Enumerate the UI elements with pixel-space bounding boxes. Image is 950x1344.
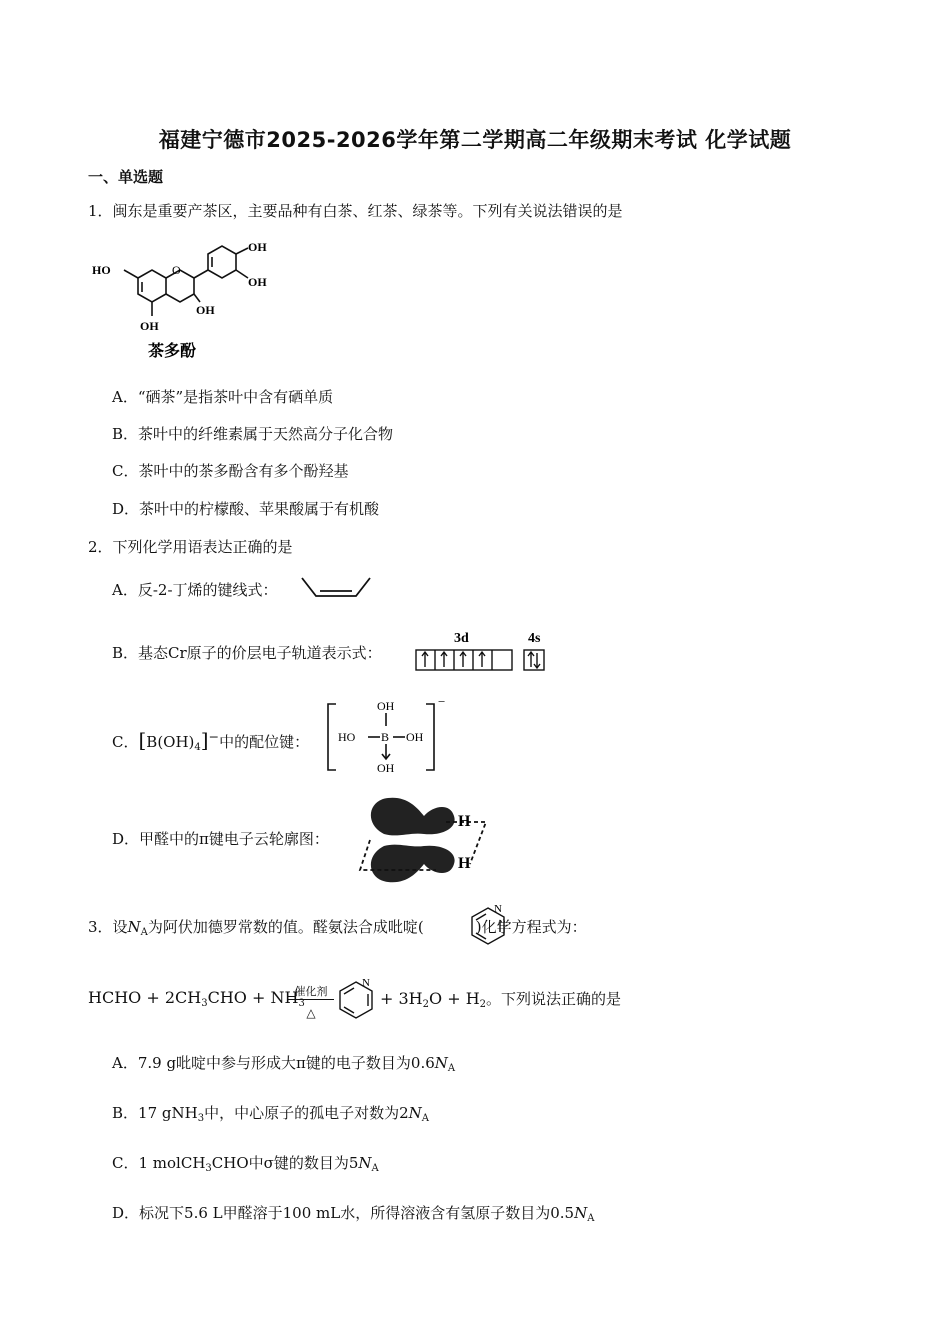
heat-symbol: △ — [306, 1006, 316, 1020]
pi-h-label: H — [458, 855, 471, 872]
q1-option-a: A．“硒茶”是指茶叶中含有硒单质 — [112, 388, 334, 406]
structure-oh-label: OH — [196, 303, 215, 317]
q2-c-suffix: 中的配位键： — [219, 733, 310, 751]
structure-oh-label: OH — [248, 240, 267, 254]
orbital-3d-label: 3d — [454, 631, 469, 646]
bond-b-label: B — [381, 730, 390, 744]
pi-o-label: O — [372, 833, 385, 850]
structure-oh-label: OH — [248, 275, 267, 289]
orbital-4s-label: 4s — [528, 631, 541, 646]
q3-option-c: C．1 molCH$_3$CHO中σ键的数目为$5N_A$ — [112, 1154, 379, 1174]
section-heading: 一、单选题 — [88, 168, 164, 186]
reaction-arrow — [288, 999, 334, 1000]
pi-bond-cloud-figure — [354, 794, 494, 886]
pyridine-n-label: N — [494, 903, 502, 915]
q3-option-a: A．7.9 g吡啶中参与形成大π键的电子数目为$0.6N_A$ — [112, 1054, 456, 1074]
bond-oh-label: OH — [377, 699, 395, 713]
q1-option-d: D．茶叶中的柠檬酸、苹果酸属于有机酸 — [112, 500, 380, 518]
tea-polyphenol-structure — [88, 232, 278, 362]
q2-c-prefix: C． — [112, 733, 139, 751]
q2-option-c: C．$[B(OH)_4]^-$中的配位键： — [112, 728, 310, 753]
q2-option-b: B．基态Cr原子的价层电子轨道表示式： — [112, 644, 382, 662]
question-3-stem: 3．设$N_A$为阿伏加德罗常数的值。醛氨法合成吡啶( )化学方程式为： — [88, 918, 587, 938]
pyridine-structure — [464, 900, 512, 948]
q1-option-c: C．茶叶中的茶多酚含有多个酚羟基 — [112, 462, 349, 480]
orbital-diagram — [412, 628, 552, 676]
pi-c-label: C — [430, 833, 442, 850]
pyridine-n-label: N — [362, 977, 370, 989]
page-title: 福建宁德市2025-2026学年第二学期高二年级期末考试 化学试题 — [158, 128, 792, 152]
reaction-equation: HCHO + $2CH_3CHO + NH_3$ — [88, 988, 305, 1009]
reaction-products: + $3H_2O + H_2$。下列说法正确的是 — [380, 989, 622, 1010]
figure-caption: 茶多酚 — [148, 343, 197, 360]
bond-ho-label: HO — [338, 730, 356, 744]
q2-option-d: D．甲醛中的π键电子云轮廓图： — [112, 830, 329, 848]
q3-option-b: B．17 gNH$_3$中，中心原子的孤电子对数为$2N_A$ — [112, 1104, 429, 1124]
skeletal-formula-figure — [296, 570, 376, 604]
catalyst-label: 催化剂 — [294, 985, 328, 998]
structure-ho-label: HO — [92, 263, 111, 277]
bond-charge: − — [438, 694, 446, 709]
q3-option-d: D．标况下5.6 L甲醛溶于100 mL水，所得溶液含有氢原子数目为$0.5N_A$ — [112, 1204, 595, 1224]
question-2-stem: 2．下列化学用语表达正确的是 — [88, 538, 293, 556]
bond-oh-label: OH — [377, 761, 395, 775]
pyridine-product-structure — [332, 974, 380, 1022]
pi-h-label: H — [458, 813, 471, 830]
q2-c-formula: B(OH) — [146, 733, 195, 751]
q1-option-b: B．茶叶中的纤维素属于天然高分子化合物 — [112, 425, 394, 443]
q2-option-a: A．反-2-丁烯的键线式： — [112, 581, 278, 599]
bond-oh-label: OH — [406, 730, 424, 744]
structure-o-label: O — [172, 263, 181, 277]
question-1-stem: 1．闽东是重要产茶区，主要品种有白茶、红茶、绿茶等。下列有关说法错误的是 — [88, 202, 623, 220]
coordinate-bond-structure — [322, 694, 452, 778]
structure-oh-label: OH — [140, 319, 159, 333]
